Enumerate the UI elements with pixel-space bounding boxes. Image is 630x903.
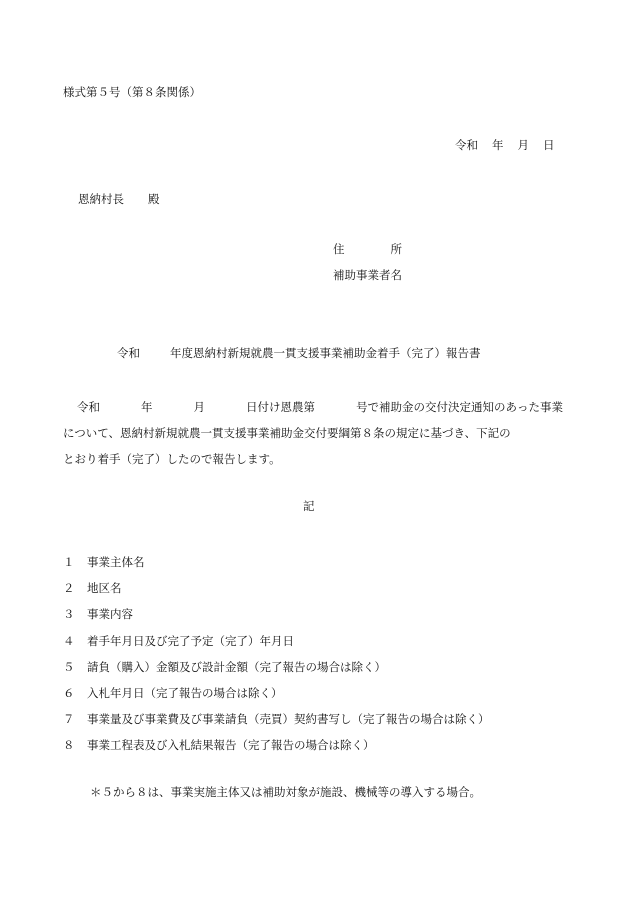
list-item — [63, 654, 490, 680]
item-number: １ — [63, 555, 75, 569]
list-item — [63, 680, 490, 706]
date-month: 月 — [517, 138, 529, 152]
address-label-1: 住 — [333, 242, 345, 256]
date-line — [455, 137, 555, 153]
list-item — [63, 549, 490, 575]
footnote: ＊５から８は、事業実施主体又は補助対象が施設、機械等の導入する場合。 — [90, 785, 481, 799]
ki-heading: 記 — [303, 499, 315, 513]
item-number: ８ — [63, 738, 75, 753]
item-text: 請負（購入）金額及び設計金額（完了報告の場合は除く） — [87, 659, 386, 674]
item-text: 事業量及び事業費及び事業請負（売買）契約書写し（完了報告の場合は除く） — [87, 712, 490, 727]
list-item — [63, 601, 490, 627]
address-label — [333, 241, 402, 257]
item-number: ２ — [63, 581, 75, 596]
date-year: 年 — [492, 138, 504, 152]
document-title — [117, 345, 481, 361]
item-number: ５ — [63, 659, 75, 674]
body-year: 年 — [141, 400, 153, 414]
body-notice-prefix: 日付け恩農第 — [246, 400, 316, 414]
item-text: 着手年月日及び完了予定（完了）年月日 — [87, 633, 294, 648]
item-list — [63, 549, 490, 759]
recipient — [78, 191, 160, 207]
item-text: 事業内容 — [87, 607, 133, 622]
list-item — [63, 628, 490, 654]
item-number: ６ — [63, 686, 75, 701]
item-number: ４ — [63, 633, 75, 648]
recipient-name: 恩納村長 — [78, 192, 124, 206]
item-text: 地区名 — [87, 581, 122, 596]
body-month: 月 — [193, 400, 206, 414]
date-era: 令和 — [455, 138, 478, 152]
title-text: 年度恩納村新規就農一貫支援事業補助金着手（完了）報告書 — [170, 346, 481, 360]
applicant-name-label: 補助事業者名 — [333, 268, 402, 282]
item-number: ３ — [63, 607, 75, 622]
item-text: 入札年月日（完了報告の場合は除く） — [87, 686, 283, 701]
list-item — [63, 732, 490, 758]
address-label-2: 所 — [390, 242, 402, 256]
body-era: 令和 — [77, 400, 100, 414]
item-text: 事業主体名 — [87, 555, 145, 569]
body-notice-suffix: 号で補助金の交付決定通知のあった事業 — [356, 400, 563, 414]
title-era: 令和 — [117, 346, 140, 360]
recipient-honorific: 殿 — [148, 192, 160, 206]
body-line-1 — [63, 394, 563, 420]
body-line-3: とおり着手（完了）したので報告します。 — [63, 452, 281, 466]
body-line-2: について、恩納村新規就農一貫支援事業補助金交付要綱第８条の規定に基づき、下記の — [63, 426, 511, 440]
body-paragraph — [63, 394, 563, 472]
form-number: 様式第５号（第８条関係） — [63, 85, 201, 99]
item-text: 事業工程表及び入札結果報告（完了報告の場合は除く） — [87, 738, 375, 753]
list-item — [63, 575, 490, 601]
item-number: ７ — [63, 712, 75, 727]
date-day: 日 — [543, 138, 555, 152]
list-item — [63, 706, 490, 732]
